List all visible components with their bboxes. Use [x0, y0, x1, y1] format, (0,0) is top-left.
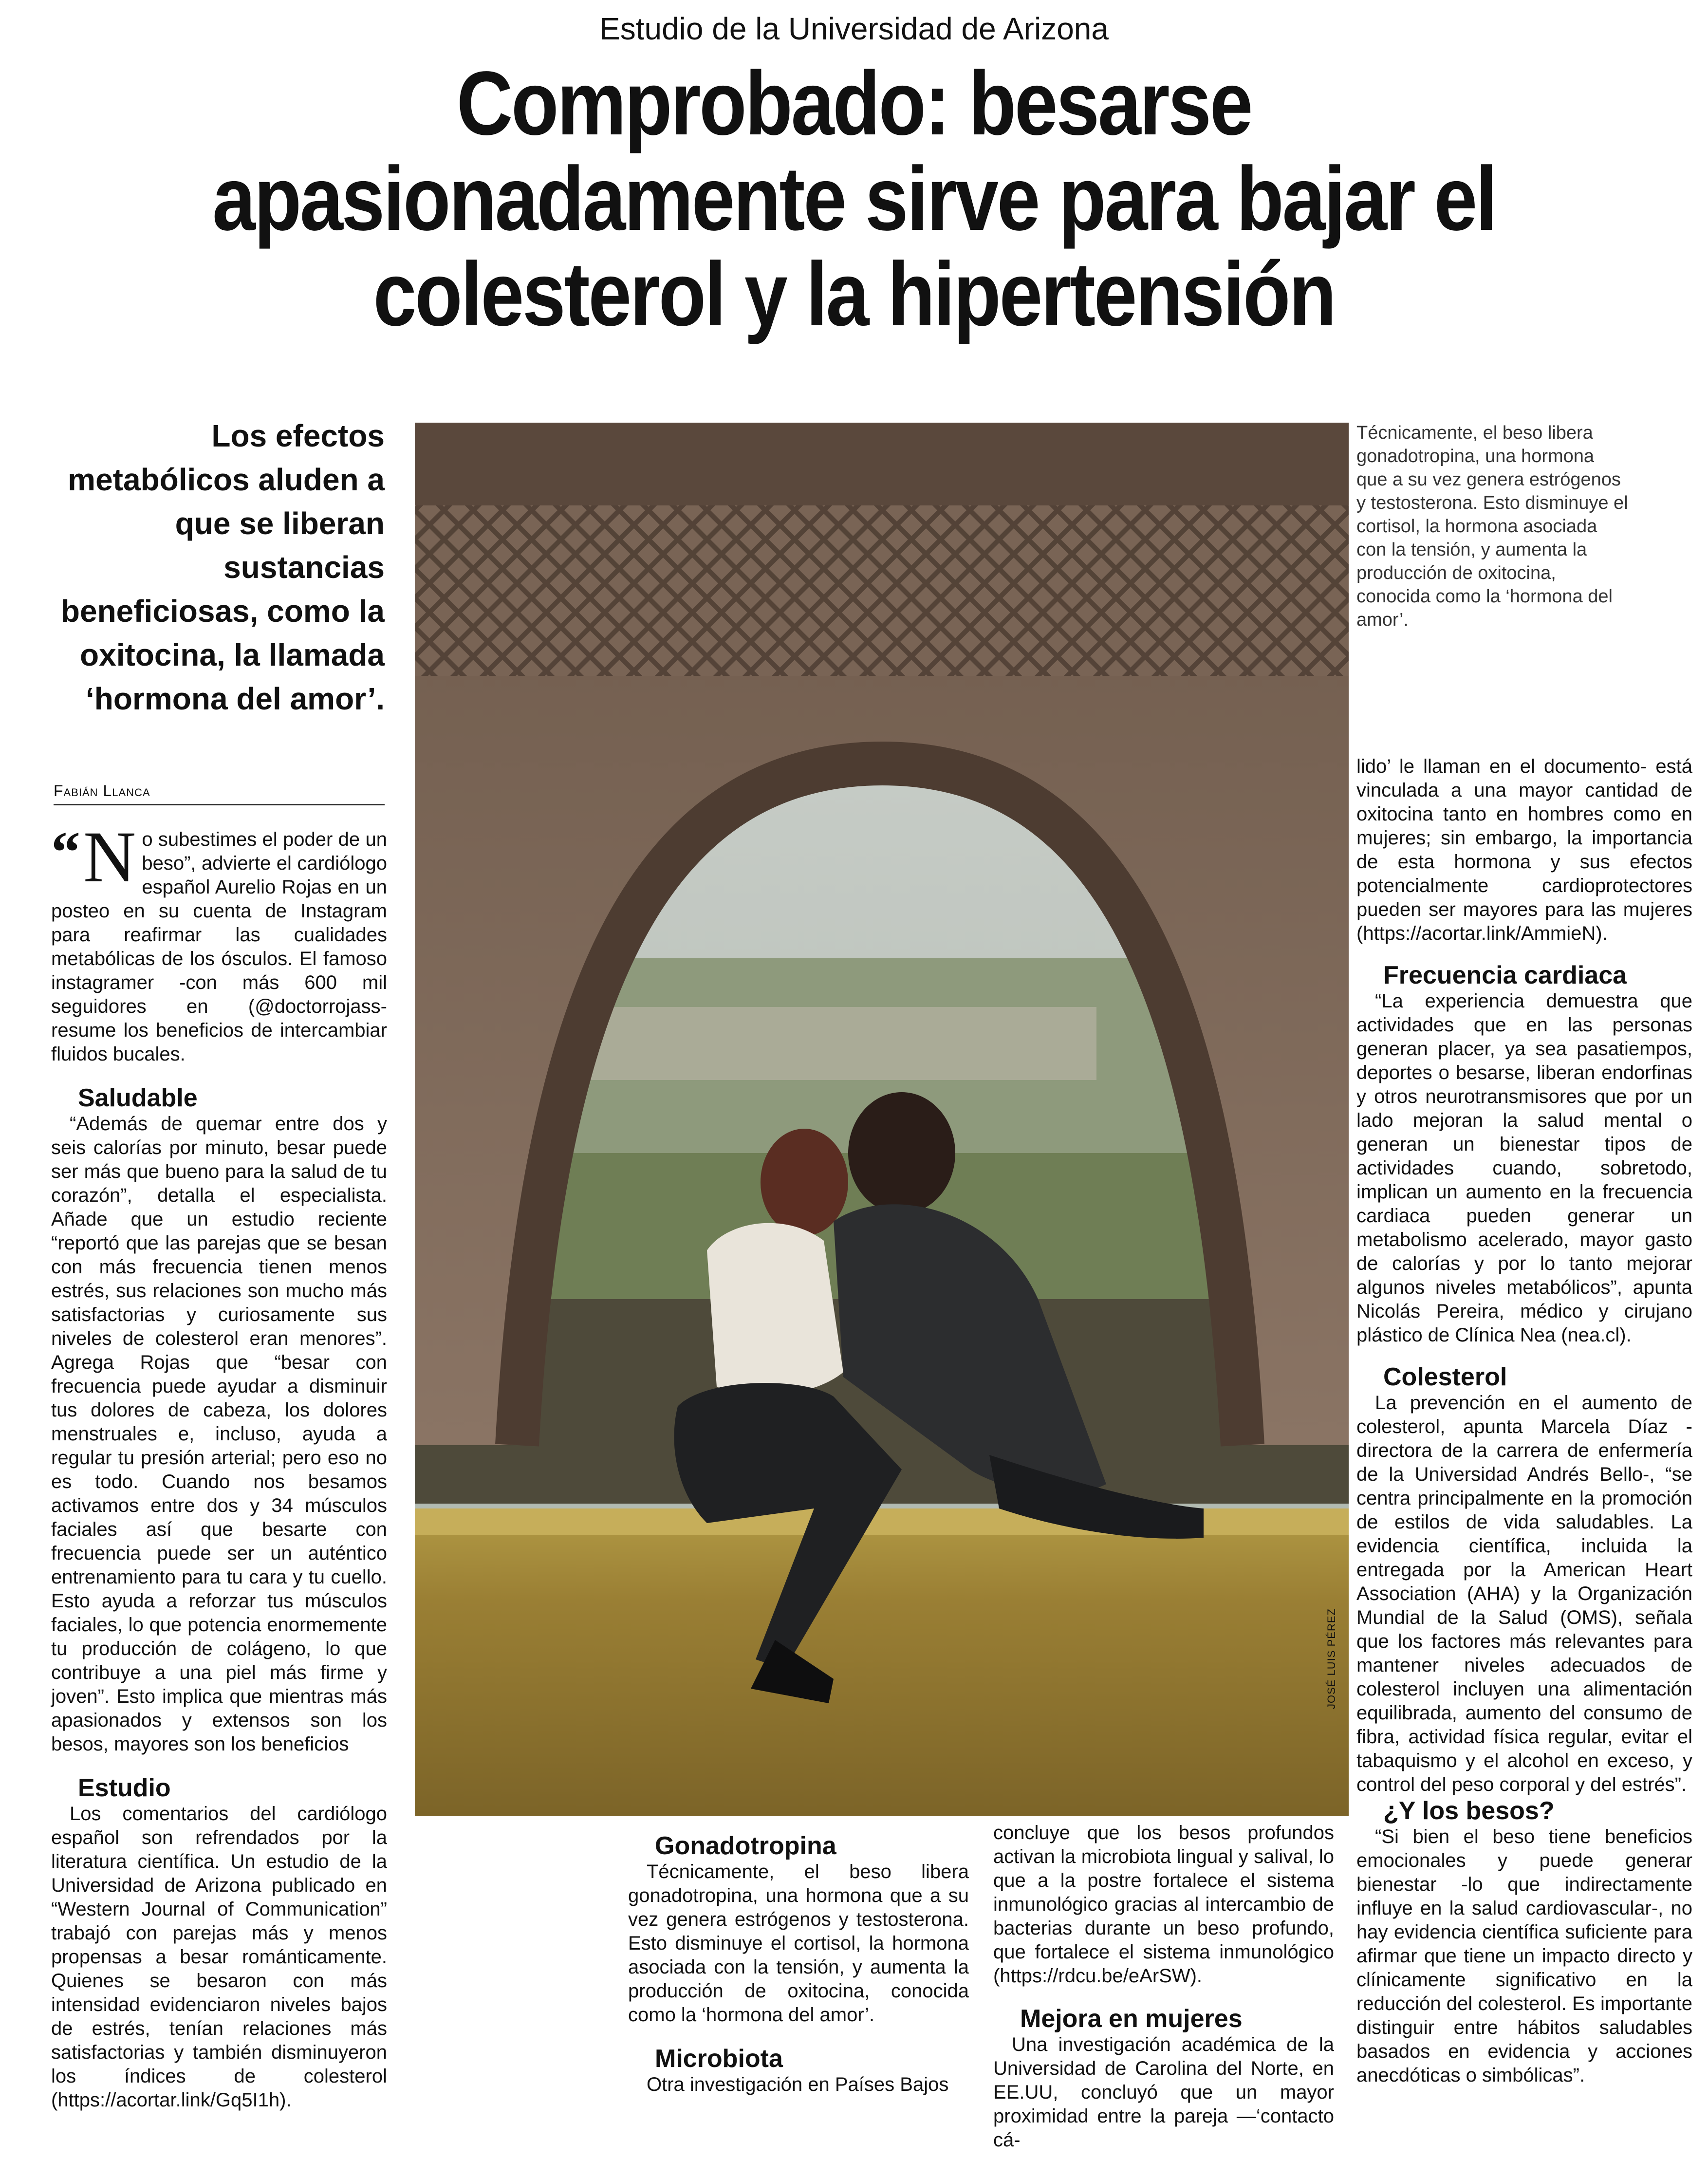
column-2 — [628, 1832, 969, 2097]
paragraph-gonadotropina: Técnicamente, el beso libera gonadotropina, una hormona que a su vez genera estrógenos y testosterona. Esto disminuye el cortisol, la hormona asociada con la tensión, y aumenta la producción de oxitocina, conocida como la ‘hormona del amor’. — [628, 1861, 969, 2026]
subhead-estudio: Estudio — [78, 1774, 171, 1802]
dropcap: N — [83, 817, 136, 897]
subhead-saludable: Saludable — [78, 1084, 198, 1112]
intro-text: o subestimes el poder de un beso”, advierte el cardiólogo español Aurelio Rojas en un posteo en su cuenta de Instagram para reafirmar las cualidades metabólicas de los ósculos. El famoso instagramer -con más 600 mil seguidores en (@doctorrojass- resume los beneficios de intercambiar fluidos bucales. — [51, 829, 387, 1065]
column-4 — [1356, 755, 1692, 2087]
opening-quote-mark: “ — [51, 819, 80, 884]
paragraph-mejora-cont: lido’ le llaman en el documento- está vinculada a una mayor cantidad de oxitocina tanto en hombres como en mujeres; sin embargo, la importancia de esta hormona y sus efectos potencialmente cardioprotectores pueden ser mayores para las mujeres (https://acortar.link/AmmieN). — [1356, 756, 1692, 944]
pull-quote: Técnicamente, el beso libera gonadotropina, una hormona que a su vez genera estrógenos y testosterona. Esto disminuye el cortisol, la hormona asociada con la tensión, y aumenta la producción de oxitocina, conocida como la ‘hormona del amor’. — [1356, 423, 1628, 630]
paragraph-colesterol: La prevención en el aumento de colesterol, apunta Marcela Díaz -directora de la carrera de enfermería de la Universidad Andrés Bello-, “se centra principalmente en la promoción de estilos de vida saludables. La evidencia científica, incluida la entregada por la American Heart Association (AHA) y la Organización Mundial de la Salud (OMS), señala que los factores más relevantes para mantener niveles adecuados de colesterol incluyen una alimentación equilibrada, aumento del consumo de fibra, actividad física regular, evitar el tabaquismo y el alcohol en exceso, y control del peso corporal y del estrés”. — [1356, 1392, 1692, 1795]
subhead-besos: ¿Y los besos? — [1383, 1797, 1555, 1825]
photo-credit: JOSÉ LUIS PÉREZ — [1325, 1608, 1337, 1709]
subhead-microbiota: Microbiota — [655, 2045, 783, 2073]
headline: Comprobado: besarse apasionadamente sirve para bajar el colesterol y la hipertensión — [212, 53, 1496, 345]
photo-couple-kissing-eiffel-tower — [415, 423, 1349, 1816]
paragraph-microbiota-cont: concluye que los besos profundos activan la microbiota lingual y salival, lo que a la postre fortalece el sistema inmunológico gracias al intercambio de bacterias durante un beso profundo, que fortalece el sistema inmunológico (https://rdcu.be/eArSW). — [993, 1822, 1334, 1987]
kicker: Estudio de la Universidad de Arizona — [599, 11, 1109, 46]
subhead-mejora: Mejora en mujeres — [1020, 2005, 1243, 2033]
paragraph-mejora: Una investigación académica de la Universidad de Carolina del Norte, en EE.UU, concluyó que un mayor proximidad entre la pareja —‘contacto cá- — [993, 2034, 1334, 2151]
paragraph-saludable: “Además de quemar entre dos y seis calorías por minuto, besar puede ser más que bueno para la salud de tu corazón”, detalla el especialista. Añade que un estudio reciente “reportó que las parejas que se besan con más frecuencia tienen menos estrés, sus relaciones son mucho más satisfactorias y curiosamente sus niveles de colesterol eran menores”. Agrega Rojas que “besar con frecuencia puede ayudar a disminuir tus dolores de cabeza, los dolores menstruales e, incluso, ayuda a regular tu presión arterial; pero eso no es todo. Cuando nos besamos activamos entre dos y 34 músculos faciales así que besarte con frecuencia puede ser un auténtico entrenamiento para tu cara y tu cuello. Esto ayuda a reforzar tus músculos faciales, lo que potencia enormemente tu producción de colágeno, lo que contribuye a una piel más firme y joven”. Esto implica que mientras más apasionados y extensos son los besos, mayores son los beneficios — [51, 1113, 387, 1755]
deck: Los efectos metabólicos aluden a que se liberan sustancias beneficiosas, como la oxitocina, la llamada ‘hormona del amor’. — [60, 418, 385, 716]
column-3 — [993, 1821, 1334, 2152]
subhead-gonadotropina: Gonadotropina — [655, 1832, 836, 1860]
subhead-frecuencia: Frecuencia cardiaca — [1383, 961, 1627, 989]
paragraph-frecuencia: “La experiencia demuestra que actividades que en las personas generan placer, ya sea pasatiempos, deportes o besarse, liberan endorfinas y otros neurotransmisores que por un lado mejoran la salud mental o generan un bienestar tipos de actividades cuando, sobretodo, implican un aumento en la frecuencia cardiaca pueden generar un metabolismo acelerado, mayor gasto de calorías y por lo tanto mejorar algunos niveles metabólicos”, apunta Nicolás Pereira, médico y cirujano plástico de Clínica Nea (nea.cl). — [1356, 990, 1692, 1346]
paragraph-estudio: Los comentarios del cardiólogo español son refrendados por la literatura científica. Un estudio de la Universidad de Arizona publicado en “Western Journal of Communication” trabajó con parejas más y menos propensas a besar románticamente. Quienes se besaron con más intensidad evidenciaron niveles bajos de estrés, tenían relaciones más satisfactorias y también disminuyeron los índices de colesterol (https://acortar.link/Gq5I1h). — [51, 1803, 387, 2111]
intro-paragraph — [51, 817, 387, 1066]
paragraph-besos: “Si bien el beso tiene beneficios emocionales y puede generar bienestar -lo que indirectamente influye en la salud cardiovascular-, no hay evidencia científica suficiente para afirmar que tiene un impacto directo y clínicamente significativo en la reducción del colesterol. Es importante distinguir entre hábitos saludables basados en evidencia y acciones anecdóticas o simbólicas”. — [1356, 1826, 1692, 2086]
byline: Fabián Llanca — [54, 782, 385, 805]
column-1 — [51, 817, 387, 2112]
subhead-colesterol: Colesterol — [1383, 1363, 1507, 1391]
paragraph-microbiota: Otra investigación en Países Bajos — [647, 2074, 949, 2095]
